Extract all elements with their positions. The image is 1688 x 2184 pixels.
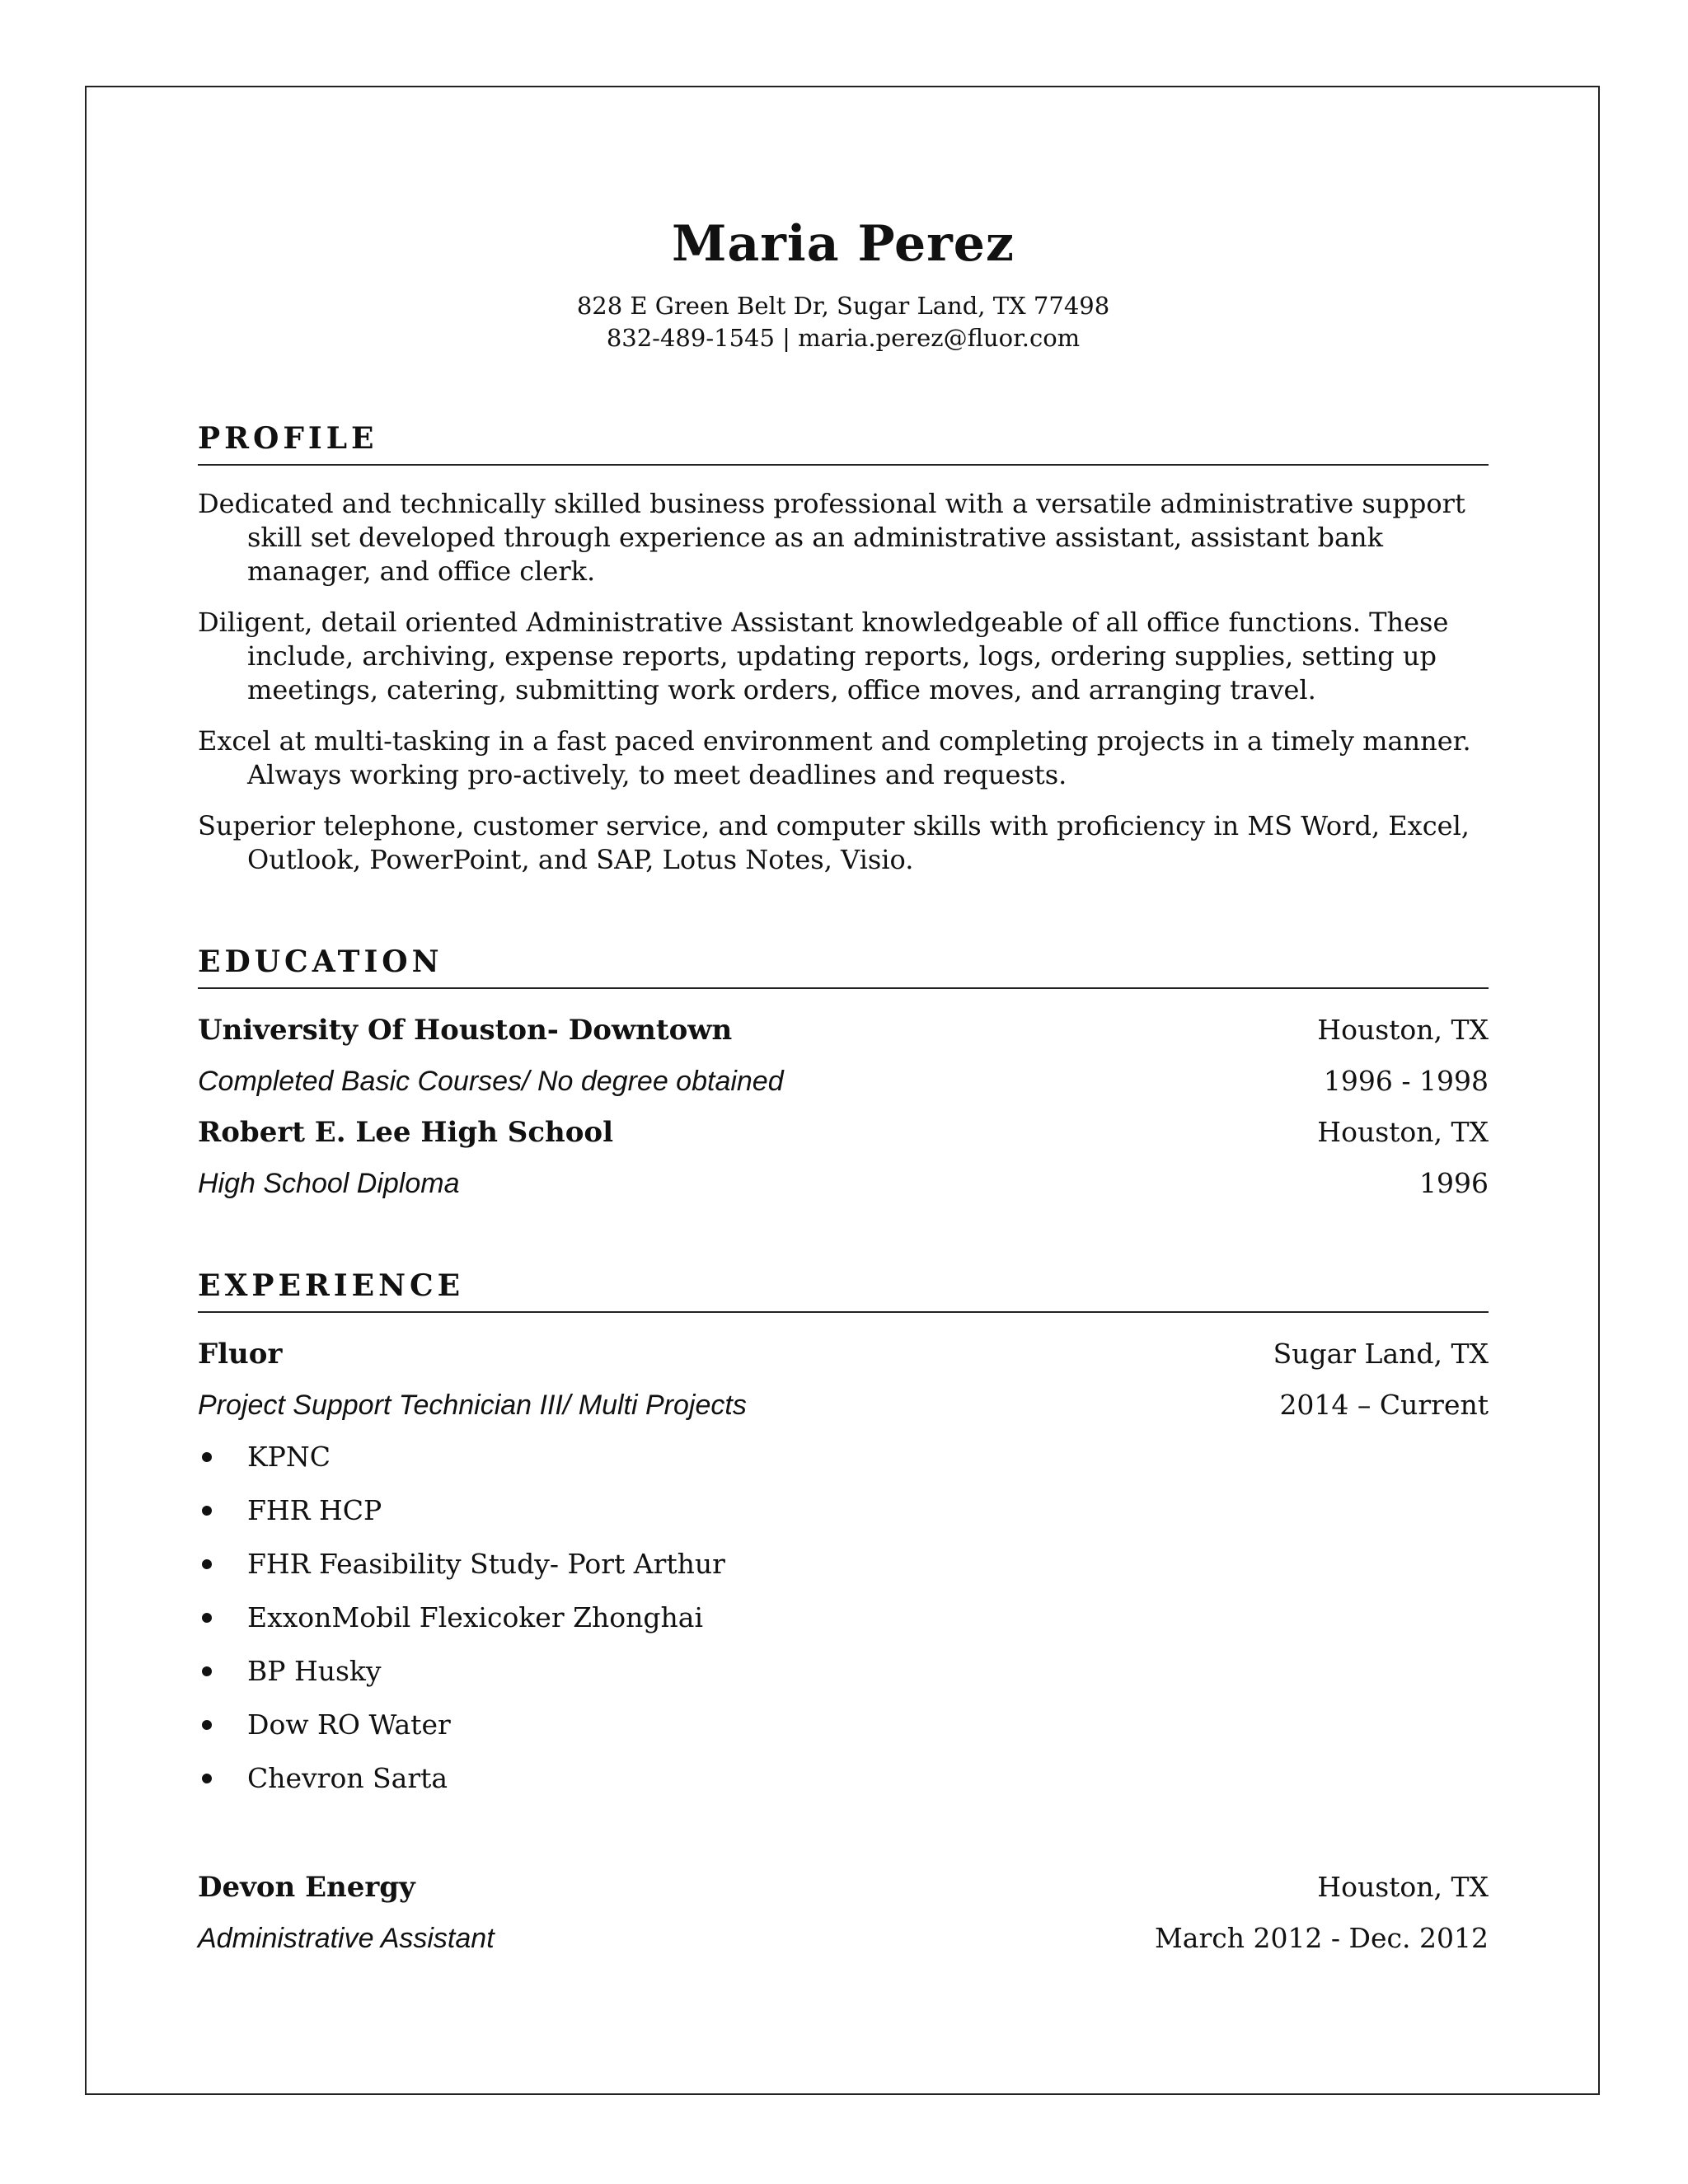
bullet-icon	[202, 1506, 212, 1516]
education-entry-detail	[198, 1165, 1489, 1202]
company-name: Devon Energy	[198, 1871, 415, 1904]
profile-heading: PROFILE	[198, 418, 1489, 466]
project-name: ExxonMobil Flexicoker Zhonghai	[247, 1601, 704, 1633]
list-item	[198, 1698, 1489, 1751]
education-heading: EDUCATION	[198, 941, 1489, 989]
project-name: KPNC	[247, 1441, 331, 1473]
bullet-icon	[202, 1613, 212, 1623]
job-header	[198, 1869, 1489, 1905]
education-dates: 1996 - 1998	[1323, 1065, 1489, 1097]
bullet-icon	[202, 1452, 212, 1462]
list-item	[198, 1483, 1489, 1537]
job-title: Project Support Technician III/ Multi Projects	[198, 1390, 747, 1421]
school-location: Houston, TX	[1317, 1014, 1489, 1046]
education-detail: Completed Basic Courses/ No degree obtained	[198, 1066, 784, 1097]
list-item	[198, 1591, 1489, 1644]
job-title: Administrative Assistant	[198, 1923, 495, 1954]
job-title-row	[198, 1387, 1489, 1423]
education-entry-header	[198, 1012, 1489, 1048]
education-entry-header	[198, 1114, 1489, 1151]
job-header	[198, 1336, 1489, 1372]
list-item	[198, 1644, 1489, 1698]
project-name: FHR HCP	[247, 1494, 382, 1526]
resume-name: Maria Perez	[672, 215, 1015, 273]
list-item	[198, 1430, 1489, 1483]
education-entry-detail	[198, 1063, 1489, 1099]
experience-heading: EXPERIENCE	[198, 1265, 1489, 1313]
list-item	[198, 1537, 1489, 1591]
bullet-icon	[202, 1720, 212, 1730]
bullet-icon	[202, 1666, 212, 1676]
job-title-row	[198, 1920, 1489, 1957]
list-item	[198, 1751, 1489, 1805]
bullet-icon	[202, 1774, 212, 1783]
phone-email-line: 832-489-1545 | maria.perez@fluor.com	[606, 324, 1081, 352]
job-dates: 2014 – Current	[1279, 1389, 1489, 1421]
profile-paragraph-4: Superior telephone, customer service, and computer skills with proficiency in MS Word, Excel, Outlook, PowerPoint, and SAP, Lotus Notes, Visio.	[198, 810, 1470, 875]
school-name: University Of Houston- Downtown	[198, 1014, 733, 1047]
project-list	[198, 1430, 1489, 1805]
project-name: Chevron Sarta	[247, 1762, 448, 1794]
bullet-icon	[202, 1559, 212, 1569]
job-dates: March 2012 - Dec. 2012	[1154, 1922, 1489, 1954]
profile-paragraph-1: Dedicated and technically skilled business professional with a versatile administrative support skill set developed through experience as an administrative assistant, assistant bank manager, and office clerk.	[198, 488, 1465, 587]
profile-paragraph-3: Excel at multi-tasking in a fast paced environment and completing projects in a timely manner. Always working pro-actively, to meet deadlines and requests.	[198, 725, 1471, 790]
job-location: Houston, TX	[1317, 1871, 1489, 1903]
address-line: 828 E Green Belt Dr, Sugar Land, TX 77498	[576, 292, 1110, 320]
profile-paragraph-2: Diligent, detail oriented Administrative Assistant knowledgeable of all office functions. These include, archiving, expense reports, updating reports, logs, ordering supplies, setting up meetings, catering, submitting work orders, office moves, and arranging travel.	[198, 607, 1449, 705]
job-location: Sugar Land, TX	[1273, 1338, 1489, 1370]
school-location: Houston, TX	[1317, 1116, 1489, 1148]
education-dates: 1996	[1419, 1167, 1489, 1199]
company-name: Fluor	[198, 1338, 283, 1371]
school-name: Robert E. Lee High School	[198, 1116, 614, 1149]
project-name: FHR Feasibility Study- Port Arthur	[247, 1548, 725, 1580]
project-name: Dow RO Water	[247, 1708, 451, 1741]
project-name: BP Husky	[247, 1655, 382, 1687]
education-detail: High School Diploma	[198, 1168, 460, 1199]
